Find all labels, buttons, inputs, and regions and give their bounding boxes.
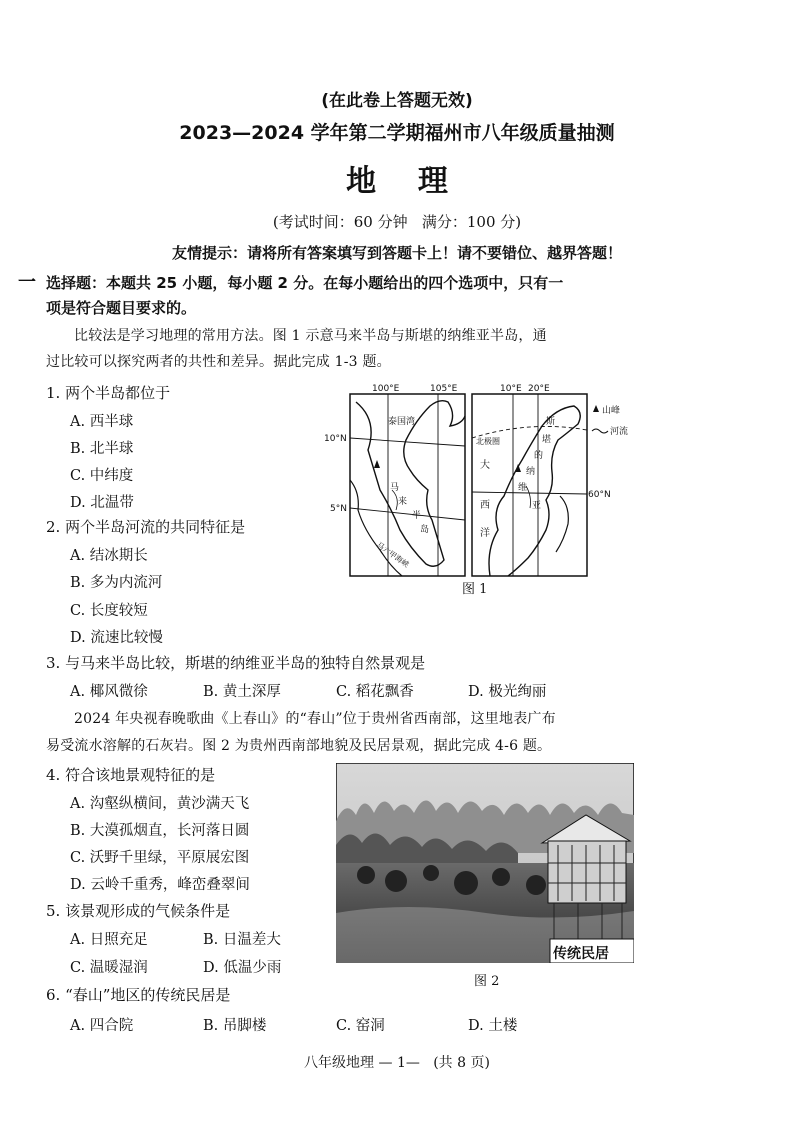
label-scand-1: 斯 bbox=[546, 417, 556, 427]
q1-option-c[interactable]: C. 中纬度 bbox=[70, 468, 134, 484]
label-20e: 20°E bbox=[528, 384, 550, 394]
q3-stem: 3. 与马来半岛比较，斯堪的纳维亚半岛的独特自然景观是 bbox=[46, 654, 426, 672]
intro2-line2: 易受流水溶解的石灰岩。图 2 为贵州西南部地貌及民居景观，据此完成 4-6 题。 bbox=[46, 738, 552, 754]
label-60n: 60°N bbox=[588, 490, 611, 500]
legend-peak-label: 山峰 bbox=[602, 406, 621, 416]
q5-stem: 5. 该景观形成的气候条件是 bbox=[46, 902, 231, 920]
figure2-caption: 图 2 bbox=[474, 974, 500, 989]
q2-option-d[interactable]: D. 流速比较慢 bbox=[70, 630, 163, 646]
label-scand-6: 亚 bbox=[532, 501, 542, 511]
label-scand-4: 纳 bbox=[526, 467, 536, 477]
q2-option-c[interactable]: C. 长度较短 bbox=[70, 603, 148, 619]
label-scand-2: 堪 bbox=[542, 435, 552, 445]
label-gulf-of-thailand: 泰国湾 bbox=[388, 417, 416, 427]
label-malay-4: 岛 bbox=[420, 525, 430, 535]
q1-stem: 1. 两个半岛都位于 bbox=[46, 384, 171, 402]
label-scand-5: 维 bbox=[518, 483, 528, 493]
q6-option-d[interactable]: D. 土楼 bbox=[468, 1018, 518, 1034]
section-line2: 项是符合题目要求的。 bbox=[46, 299, 197, 317]
label-malay-2: 来 bbox=[398, 497, 408, 507]
intro1-line2: 过比较可以探究两者的共性和差异。据此完成 1-3 题。 bbox=[46, 354, 391, 370]
q3-option-a[interactable]: A. 椰风微徐 bbox=[70, 684, 148, 700]
q1-option-b[interactable]: B. 北半球 bbox=[70, 441, 134, 457]
q5-option-c[interactable]: C. 温暖湿润 bbox=[70, 960, 148, 976]
scandinavia-panel-frame bbox=[472, 394, 587, 576]
label-atlantic-2: 西 bbox=[480, 500, 490, 511]
q5-option-d[interactable]: D. 低温少雨 bbox=[203, 960, 282, 976]
q6-option-a[interactable]: A. 四合院 bbox=[70, 1018, 134, 1034]
section-number: 一 bbox=[18, 272, 36, 293]
q5-option-b[interactable]: B. 日温差大 bbox=[203, 932, 281, 948]
label-5n: 5°N bbox=[330, 504, 347, 514]
legend-river-label: 河流 bbox=[610, 427, 629, 437]
q4-option-b[interactable]: B. 大漠孤烟直，长河落日圆 bbox=[70, 823, 250, 839]
legend-peak-icon bbox=[593, 405, 599, 412]
q2-stem: 2. 两个半岛河流的共同特征是 bbox=[46, 518, 246, 536]
figure2-photo bbox=[336, 763, 634, 963]
friendly-tip: 友情提示：请将所有答案填写到答题卡上！请不要错位、越界答题！ bbox=[171, 244, 622, 262]
figure1-map bbox=[320, 380, 640, 585]
q4-stem: 4. 符合该地景观特征的是 bbox=[46, 766, 216, 784]
q1-option-d[interactable]: D. 北温带 bbox=[70, 495, 134, 511]
q4-option-a[interactable]: A. 沟壑纵横间，黄沙满天飞 bbox=[70, 796, 250, 812]
q2-option-b[interactable]: B. 多为内流河 bbox=[70, 575, 163, 591]
q5-option-a[interactable]: A. 日照充足 bbox=[70, 932, 148, 948]
figure1-caption: 图 1 bbox=[462, 582, 488, 597]
page-footer: 八年级地理 — 1— (共 8 页) bbox=[304, 1055, 490, 1071]
notice: (在此卷上答题无效) bbox=[321, 91, 473, 111]
label-arctic-circle: 北极圈 bbox=[476, 437, 500, 446]
label-atlantic-3: 洋 bbox=[480, 528, 490, 539]
subject-title: 地 理 bbox=[346, 164, 448, 199]
q4-option-d[interactable]: D. 云岭千重秀，峰峦叠翠间 bbox=[70, 877, 250, 893]
label-scand-3: 的 bbox=[534, 451, 544, 461]
exam-title: 2023—2024 学年第二学期福州市八年级质量抽测 bbox=[179, 122, 615, 144]
q3-option-c[interactable]: C. 稻花飘香 bbox=[336, 684, 414, 700]
time-score: (考试时间：60 分钟 满分：100 分) bbox=[272, 213, 522, 231]
section-line1: 选择题：本题共 25 小题，每小题 2 分。在每小题给出的四个选项中，只有一 bbox=[46, 274, 564, 292]
q3-option-b[interactable]: B. 黄土深厚 bbox=[203, 684, 281, 700]
label-strait-of-malacca: 马六甲海峡 bbox=[374, 540, 411, 570]
figure2-house-label: 传统民居 bbox=[553, 946, 609, 962]
q3-option-d[interactable]: D. 极光绚丽 bbox=[468, 684, 547, 700]
intro1-line1: 比较法是学习地理的常用方法。图 1 示意马来半岛与斯堪的纳维亚半岛，通 bbox=[74, 328, 547, 344]
q6-option-c[interactable]: C. 窑洞 bbox=[336, 1018, 385, 1034]
label-105e: 105°E bbox=[430, 384, 458, 394]
q2-option-a[interactable]: A. 结冰期长 bbox=[70, 548, 148, 564]
label-10e: 10°E bbox=[500, 384, 522, 394]
label-atlantic-1: 大 bbox=[480, 460, 490, 471]
label-10n: 10°N bbox=[324, 434, 347, 444]
intro2-line1: 2024 年央视春晚歌曲《上春山》的“春山”位于贵州省西南部，这里地表广布 bbox=[74, 711, 556, 727]
label-malay-3: 半 bbox=[412, 511, 422, 521]
q6-option-b[interactable]: B. 吊脚楼 bbox=[203, 1018, 267, 1034]
q4-option-c[interactable]: C. 沃野千里绿，平原展宏图 bbox=[70, 850, 250, 866]
q6-stem: 6. “春山”地区的传统民居是 bbox=[46, 986, 231, 1004]
label-malay-1: 马 bbox=[390, 483, 400, 493]
label-100e: 100°E bbox=[372, 384, 400, 394]
legend-river-icon bbox=[592, 429, 608, 433]
q1-option-a[interactable]: A. 西半球 bbox=[70, 414, 134, 430]
